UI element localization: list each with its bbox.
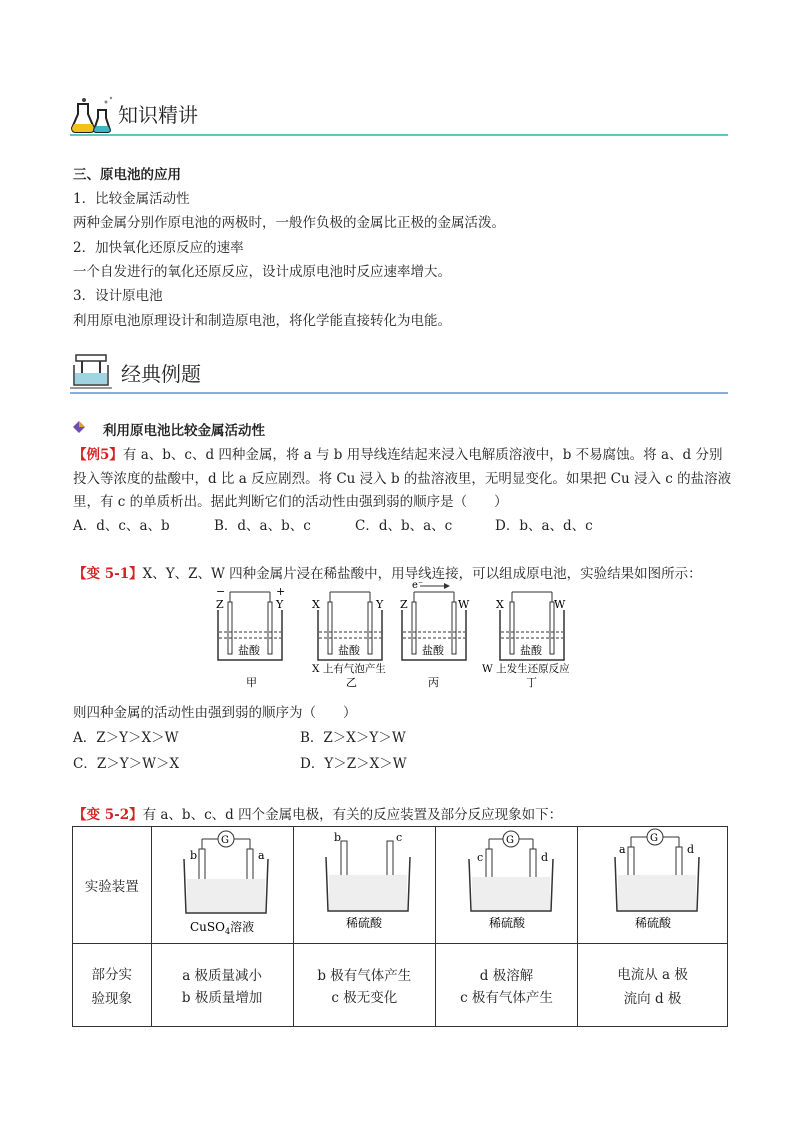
- flask-icon: [70, 96, 116, 134]
- apparatus-cell-3: [435, 827, 577, 944]
- topic-heading: 利用原电池比较金属活动性: [103, 423, 265, 439]
- row-label-phenomena-line2: 验现象: [91, 991, 133, 1007]
- cell-yi-liquid: 盐酸: [338, 644, 360, 657]
- apparatus-2-solution: 稀硫酸: [346, 916, 383, 930]
- cell-jia: [216, 585, 285, 689]
- phenomena-3-line2: c 极有气体产生: [460, 990, 553, 1006]
- cell-ding-note: W 上发生还原反应: [482, 663, 570, 675]
- apparatus-cell-1: [151, 827, 293, 944]
- cell-jia-minus: −: [216, 585, 226, 598]
- phenomena-cell-1: [151, 944, 293, 1027]
- knowledge-p2: 两种金属分别作原电池的两极时，一般作负极的金属比正极的金属活泼。: [73, 215, 505, 231]
- cell-ding-right-label: W: [554, 598, 566, 611]
- variant-5-1-text: [73, 562, 702, 582]
- section-divider: [70, 392, 728, 394]
- diamond-bullet-icon: [73, 421, 85, 433]
- section-divider: [70, 134, 728, 136]
- variant-5-1-option-b: B．Z＞X＞Y＞W: [300, 730, 406, 746]
- cell-bing: [400, 580, 470, 689]
- apparatus-4-figure: [593, 827, 713, 939]
- phenomena-1-line1: a 极质量减小: [182, 968, 263, 984]
- cell-bing-left-label: Z: [400, 598, 408, 611]
- apparatus-3-left-label: c: [476, 851, 483, 864]
- example-5-line3: 里，有 c 的单质析出。据此判断它们的活动性由强到弱的顺序是（ ）: [73, 494, 508, 510]
- apparatus-2-right-label: c: [396, 831, 403, 844]
- apparatus-3-figure: [447, 827, 567, 939]
- phenomena-2-line2: c 极无变化: [331, 990, 398, 1006]
- cell-yi-caption: 乙: [346, 676, 357, 689]
- apparatus-3-solution: 稀硫酸: [488, 916, 525, 930]
- row-label-apparatus: 实验装置: [73, 827, 152, 944]
- phenomena-cell-4: [578, 944, 728, 1027]
- cell-bing-right-label: W: [458, 598, 470, 611]
- galvanometer-3-label: G: [505, 835, 514, 846]
- galvanometer-4-label: G: [649, 833, 658, 844]
- cell-yi-right-label: Y: [376, 598, 384, 611]
- cell-yi-note: X 上有气泡产生: [312, 663, 386, 675]
- cell-ding: [482, 592, 570, 689]
- table-row: [73, 827, 728, 944]
- phenomena-cell-2: [293, 944, 435, 1027]
- example-5-text: 有 a、b、c、d 四种金属，将 a 与 b 用导线连结起来浸入电解质溶液中，b 不易腐蚀。将 a、d 分别: [122, 447, 723, 463]
- knowledge-p5: 3．设计原电池: [73, 288, 163, 304]
- cell-bing-caption: 丙: [428, 676, 439, 689]
- phenomena-cell-3: [435, 944, 577, 1027]
- variant-5-1-option-a: A．Z＞Y＞X＞W: [73, 730, 179, 746]
- svg-text:CuSO4溶液: [190, 919, 254, 936]
- variant-5-1-option-d: D．Y＞Z＞X＞W: [300, 756, 407, 772]
- apparatus-1-figure: [162, 827, 282, 939]
- apparatus-1-solution: CuSO: [190, 920, 226, 934]
- cell-jia-caption: 甲: [246, 676, 257, 689]
- apparatus-1-solution-subscript: 4: [225, 927, 231, 936]
- cell-ding-left-label: X: [496, 598, 504, 611]
- galvanic-cells-figure: [200, 580, 600, 692]
- knowledge-p1: 1．比较金属活动性: [73, 191, 190, 207]
- cell-yi-left-label: X: [312, 598, 320, 611]
- apparatus-2-figure: [304, 827, 424, 939]
- battery-apparatus-icon: [70, 351, 112, 389]
- apparatus-4-right-label: d: [686, 843, 694, 856]
- apparatus-1-left-label: b: [190, 849, 198, 862]
- variant-5-2-statement: 有 a、b、c、d 四个金属电极，有关的反应装置及部分反应现象如下：: [142, 807, 563, 823]
- apparatus-cell-2: [293, 827, 435, 944]
- row-label-phenomena: [73, 944, 152, 1027]
- section-title-knowledge: 知识精讲: [118, 103, 198, 127]
- apparatus-cell-4: [578, 827, 728, 944]
- section-title-examples: 经典例题: [121, 362, 201, 386]
- cell-jia-right-label: Y: [276, 598, 284, 611]
- example-5-option-a: A．d、c、a、b: [73, 518, 170, 534]
- cell-bing-electron: e⁻: [412, 580, 424, 591]
- example-5-tag: 【例5】: [73, 447, 123, 463]
- cell-jia-left-label: Z: [216, 598, 224, 611]
- apparatus-1-right-label: a: [258, 849, 265, 862]
- phenomena-3-line1: d 极溶解: [479, 968, 534, 984]
- variant-5-1-question: 则四种金属的活动性由强到弱的顺序为（ ）: [73, 705, 357, 721]
- example-5-line2: 投入等浓度的盐酸中，d 比 a 反应剧烈。将 Cu 浸入 b 的盐溶液里，无明显变化。如果把 Cu 浸入 c 的盐溶液: [73, 471, 732, 487]
- cell-jia-liquid: 盐酸: [238, 644, 260, 657]
- knowledge-heading: 三、原电池的应用: [73, 167, 181, 183]
- example-5-option-d: D．b、a、d、c: [495, 518, 593, 534]
- variant-5-1-statement: X、Y、Z、W 四种金属片浸在稀盐酸中，用导线连接，可以组成原电池，实验结果如图所示：: [142, 566, 702, 582]
- variant-5-1-option-c: C．Z＞Y＞W＞X: [73, 756, 180, 772]
- row-label-phenomena-line1: 部分实: [91, 967, 133, 983]
- example-5-option-b: B．d、a、b、c: [214, 518, 311, 534]
- knowledge-p6: 利用原电池原理设计和制造原电池，将化学能直接转化为电能。: [73, 313, 451, 329]
- example-5-line1: [73, 443, 722, 463]
- knowledge-p3: 2．加快氧化还原反应的速率: [73, 240, 244, 256]
- knowledge-p4: 一个自发进行的氧化还原反应，设计成原电池时反应速率增大。: [73, 264, 451, 280]
- phenomena-1-line2: b 极质量增加: [181, 990, 263, 1006]
- cell-yi: [312, 592, 386, 689]
- cell-jia-plus: +: [276, 585, 286, 598]
- phenomena-2-line1: b 极有气体产生: [317, 968, 412, 984]
- variant-5-1-tag: 【变 5-1】: [73, 566, 143, 582]
- variant-5-2-tag: 【变 5-2】: [73, 807, 143, 823]
- apparatus-2-left-label: b: [334, 831, 342, 844]
- phenomena-4-line1: 电流从 a 极: [617, 967, 688, 983]
- apparatus-4-solution: 稀硫酸: [634, 916, 671, 930]
- apparatus-1-solution-suffix: 溶液: [230, 920, 255, 934]
- cell-bing-liquid: 盐酸: [422, 644, 444, 657]
- apparatus-3-right-label: d: [540, 851, 548, 864]
- example-5-option-c: C．d、b、a、c: [355, 518, 453, 534]
- cell-ding-liquid: 盐酸: [520, 644, 542, 657]
- variant-5-2-text: [73, 803, 562, 823]
- cell-ding-caption: 丁: [526, 676, 537, 689]
- table-row: [73, 944, 728, 1027]
- apparatus-4-left-label: a: [618, 843, 626, 856]
- galvanometer-1-label: G: [221, 835, 230, 846]
- phenomena-4-line2: 流向 d 极: [623, 991, 682, 1007]
- experiment-table: [72, 826, 728, 1027]
